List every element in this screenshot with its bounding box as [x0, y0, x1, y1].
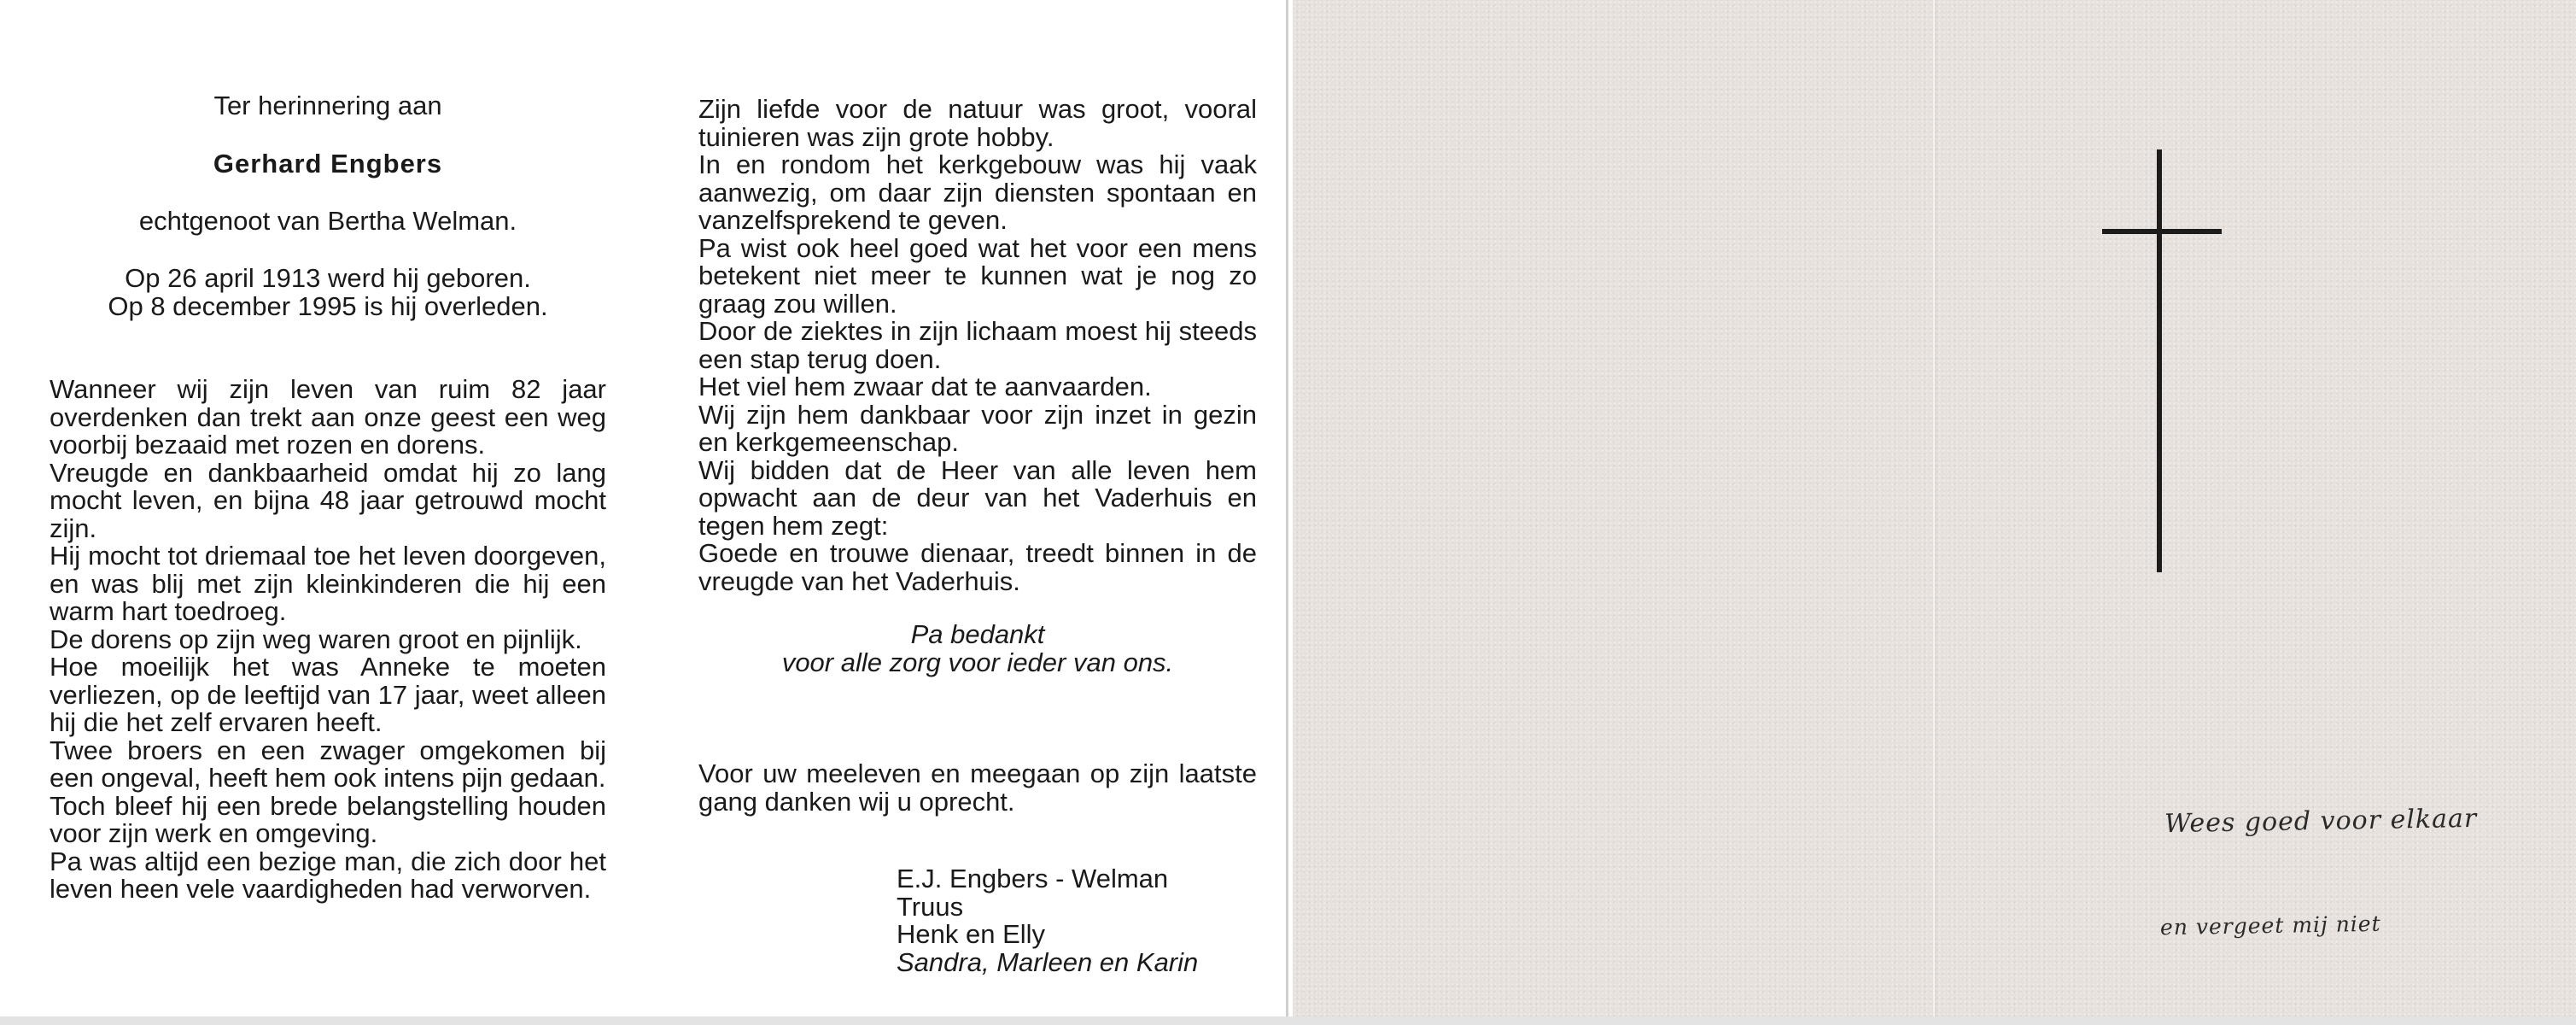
signatory: Henk en Elly [897, 919, 1046, 949]
spouse-line: echtgenoot van Bertha Welman. [138, 206, 517, 236]
memorial-text-left [50, 376, 606, 904]
thanks-line: Pa bedankt [910, 619, 1045, 649]
motto-line: Wees goed voor elkaar [2164, 803, 2478, 840]
paragraph: In en rondom het kerkgebouw was hij vaak aanwezig, om daar zijn diensten spontaan en vanzelfsprekend te geven. [698, 149, 1257, 235]
motto-line: en vergeet mij niet [2159, 911, 2381, 940]
signatories [897, 865, 1272, 976]
paragraph: Door de ziektes in zijn lichaam moest hij steeds een stap terug doen. [698, 316, 1257, 374]
paragraph: Vreugde en dankbaarheid omdat hij zo lang mocht leven, en bijna 48 jaar getrouwd mocht zijn. [50, 457, 606, 543]
signatory: Truus [897, 891, 964, 922]
signatory: E.J. Engbers - Welman [897, 864, 1169, 893]
paragraph: Twee broers en een zwager omgekomen bij een ongeval, heeft hem ook intens pijn gedaan. [50, 735, 606, 793]
signatory: Sandra, Marleen en Karin [897, 946, 1199, 977]
thanks-line: voor alle zorg voor ieder van ons. [781, 647, 1174, 677]
birth-line: Op 26 april 1913 werd hij geboren. [125, 263, 531, 293]
acknowledgement-text: Voor uw meeleven en meegaan op zijn laatste gang danken wij u oprecht. [698, 758, 1257, 817]
deceased-name: Gerhard Engbers [213, 149, 443, 179]
death-line: Op 8 december 1995 is hij overleden. [108, 291, 548, 321]
acknowledgement [698, 760, 1257, 816]
thanks-block [698, 620, 1257, 676]
paragraph: Hoe moeilijk het was Anneke te moeten verliezen, op de leeftijd van 17 jaar, weet alleen hij die het zelf ervaren heeft. [50, 652, 606, 737]
card-bottom-edge [0, 1016, 2576, 1025]
fold-line [1933, 0, 1935, 1025]
memorial-text-right [698, 96, 1257, 595]
cross-icon [2097, 149, 2234, 577]
paragraph: Pa was altijd een bezige man, die zich door het leven heen vele vaardigheden had verworven. [50, 846, 606, 904]
paragraph: Hij mocht tot driemaal toe het leven doorgeven, en was blij met zijn kleinkinderen die hij een warm hart toedroeg. [50, 541, 606, 626]
paragraph: Toch bleef hij een brede belangstelling houden voor zijn werk en omgeving. [50, 790, 606, 848]
paragraph: Het viel hem zwaar dat te aanvaarden. [698, 372, 1152, 401]
paragraph: Wanneer wij zijn leven van ruim 82 jaar overdenken dan trekt aan onze geest een weg voorbij bezaaid met rozen en dorens. [50, 374, 606, 460]
dates-block [50, 264, 606, 320]
paragraph: Zijn liefde voor de natuur was groot, vooral tuinieren was zijn grote hobby. [698, 94, 1257, 152]
intro-text: Ter herinnering aan [213, 91, 442, 120]
paragraph: Goede en trouwe dienaar, treedt binnen in de vreugde van het Vaderhuis. [698, 538, 1257, 596]
paragraph: Wij bidden dat de Heer van alle leven hem opwacht aan de deur van het Vaderhuis en tegen hem zegt: [698, 454, 1257, 541]
paragraph: De dorens op zijn weg waren groot en pijnlijk. [50, 624, 582, 654]
paragraph: Wij zijn hem dankbaar voor zijn inzet in gezin en kerkgemeenschap. [698, 399, 1257, 457]
paragraph: Pa wist ook heel goed wat het voor een mens betekent niet meer te kunnen wat je nog zo graag zou willen. [698, 232, 1257, 319]
